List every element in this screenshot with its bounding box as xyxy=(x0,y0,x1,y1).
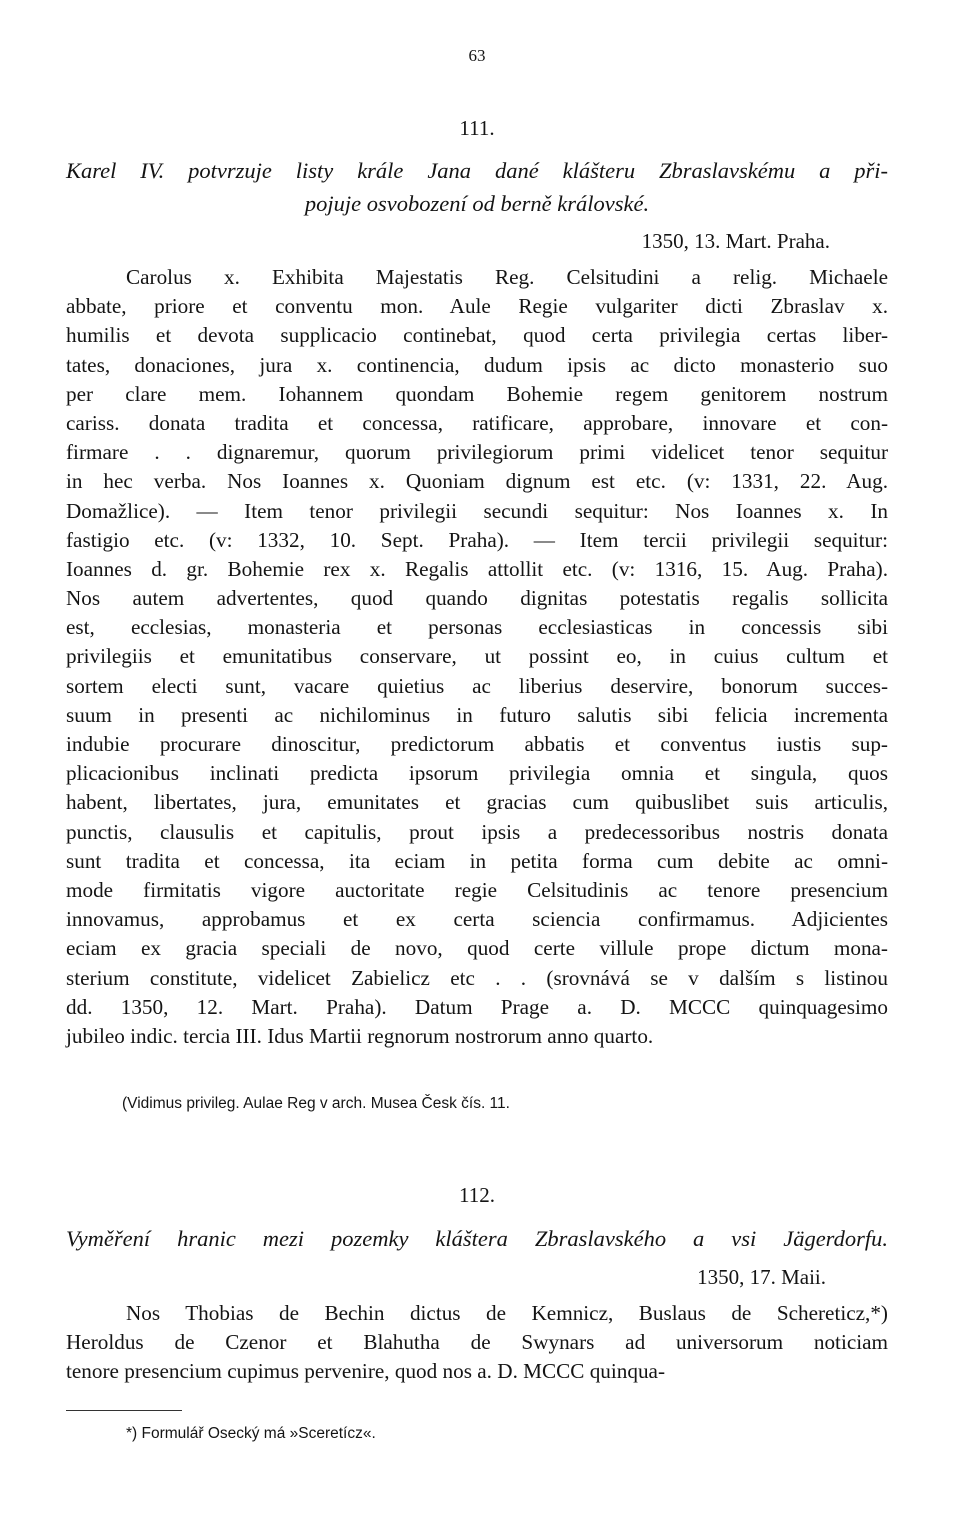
body-line: in hec verba. Nos Ioannes x. Quoniam dignum est etc. (v: 1331, 22. Aug. xyxy=(66,469,888,494)
document-number-111: 111. xyxy=(459,116,495,140)
document-112-dateline: 1350, 17. Maii. xyxy=(697,1265,826,1289)
body-line: privilegiis et emunitatibus conservare, ut possint eo, in cuius cultum et xyxy=(66,644,888,669)
body-line: sterium constitute, videlicet Zabielicz etc . . (srovnává se v dalším s listinou xyxy=(66,965,888,990)
body-line: sunt tradita et concessa, ita eciam in petita forma cum debite ac omni- xyxy=(66,848,888,873)
document-111-title xyxy=(66,154,888,220)
body-line: humilis et devota supplicacio continebat, quod certa privilegia certas liber- xyxy=(66,323,888,348)
body-line: fastigio etc. (v: 1332, 10. Sept. Praha). — Item tercii privilegii sequitur: xyxy=(66,527,888,552)
document-111-body xyxy=(66,263,888,1051)
footnote: *) Formulář Osecký má »Sceretícz«. xyxy=(126,1425,376,1442)
body-line: Nos Thobias de Bechin dictus de Kemnicz, Buslaus de Schereticz,*) xyxy=(126,1301,888,1325)
body-line: eciam ex gracia speciali de novo, quod certe villule prope dictum mona- xyxy=(66,936,888,961)
body-line: Ioannes d. gr. Bohemie rex x. Regalis attollit etc. (v: 1316, 15. Aug. Praha). xyxy=(66,556,888,581)
document-111-source-note: (Vidimus privileg. Aulae Reg v arch. Musea Česk čís. 11. xyxy=(122,1095,510,1112)
document-112-title: Vyměření hranic mezi pozemky kláštera Zbraslavského a vsi Jägerdorfu. xyxy=(66,1226,888,1251)
body-line: indubie procurare dinoscitur, predictorum abbatis et conventus iustis sup- xyxy=(66,732,888,756)
body-line: dd. 1350, 12. Mart. Praha). Datum Prage a. D. MCCC quinquagesimo xyxy=(66,994,888,1019)
body-line: mode firmitatis vigore auctoritate regie Celsitudinis ac tenore presencium xyxy=(66,877,888,902)
body-line: tenore presencium cupimus pervenire, quod nos a. D. MCCC quinqua- xyxy=(66,1359,666,1384)
body-line: cariss. donata tradita et concessa, ratificare, approbare, innovare et con- xyxy=(66,410,888,435)
body-line: abbate, priore et conventu mon. Aule Regie vulgariter dicti Zbraslav x. xyxy=(66,294,888,319)
body-line: innovamus, approbamus et ex certa sciencia confirmamus. Adjicientes xyxy=(66,907,888,932)
body-line: est, ecclesias, monasteria et personas ecclesiasticas in concessis sibi xyxy=(66,615,888,640)
body-line: Domažlice). — Item tenor privilegii secundi sequitur: Nos Ioannes x. In xyxy=(66,498,888,523)
body-line: Carolus x. Exhibita Majestatis Reg. Celsitudini a relig. Michaele xyxy=(126,265,888,289)
body-line: tates, donaciones, jura x. continencia, dudum ipsis ac dicto monasterio suo xyxy=(66,352,888,377)
document-111-dateline: 1350, 13. Mart. Praha. xyxy=(641,229,830,253)
body-line: habent, libertates, jura, emunitates et gracias cum quibuslibet suis articulis, xyxy=(66,790,888,815)
body-line: Nos autem advertentes, quod quando dignitas potestatis regalis sollicita xyxy=(66,586,888,611)
body-line: plicacionibus inclinati predicta ipsorum privilegia omnia et singula, quos xyxy=(66,761,888,786)
document-112-body xyxy=(66,1299,888,1387)
document-number-112: 112. xyxy=(459,1183,495,1207)
body-line: per clare mem. Iohannem quondam Bohemie regem genitorem nostrum xyxy=(66,381,888,406)
title-line-1: Karel IV. potvrzuje listy krále Jana dané klášteru Zbraslavskému a při- xyxy=(66,158,888,183)
body-line: Heroldus de Czenor et Blahutha de Swynars ad universorum noticiam xyxy=(66,1330,888,1355)
body-line: sortem electi sunt, vacare quietius ac liberius deservire, bonorum succes- xyxy=(66,673,888,698)
title-line-2: pojuje osvobození od berně královské. xyxy=(304,191,650,216)
body-line: jubileo indic. tercia III. Idus Martii regnorum nostrorum anno quarto. xyxy=(66,1023,654,1048)
body-line: punctis, clausulis et capitulis, prout ipsis a predecessoribus nostris donata xyxy=(66,819,888,844)
footnote-divider xyxy=(66,1410,182,1411)
body-line: suum in presenti ac nichilominus in futuro salutis sibi felicia incrementa xyxy=(66,702,888,727)
page-number: 63 xyxy=(468,46,486,65)
body-line: firmare . . dignaremur, quorum privilegiorum primi videlicet tenor sequitur xyxy=(66,440,888,465)
